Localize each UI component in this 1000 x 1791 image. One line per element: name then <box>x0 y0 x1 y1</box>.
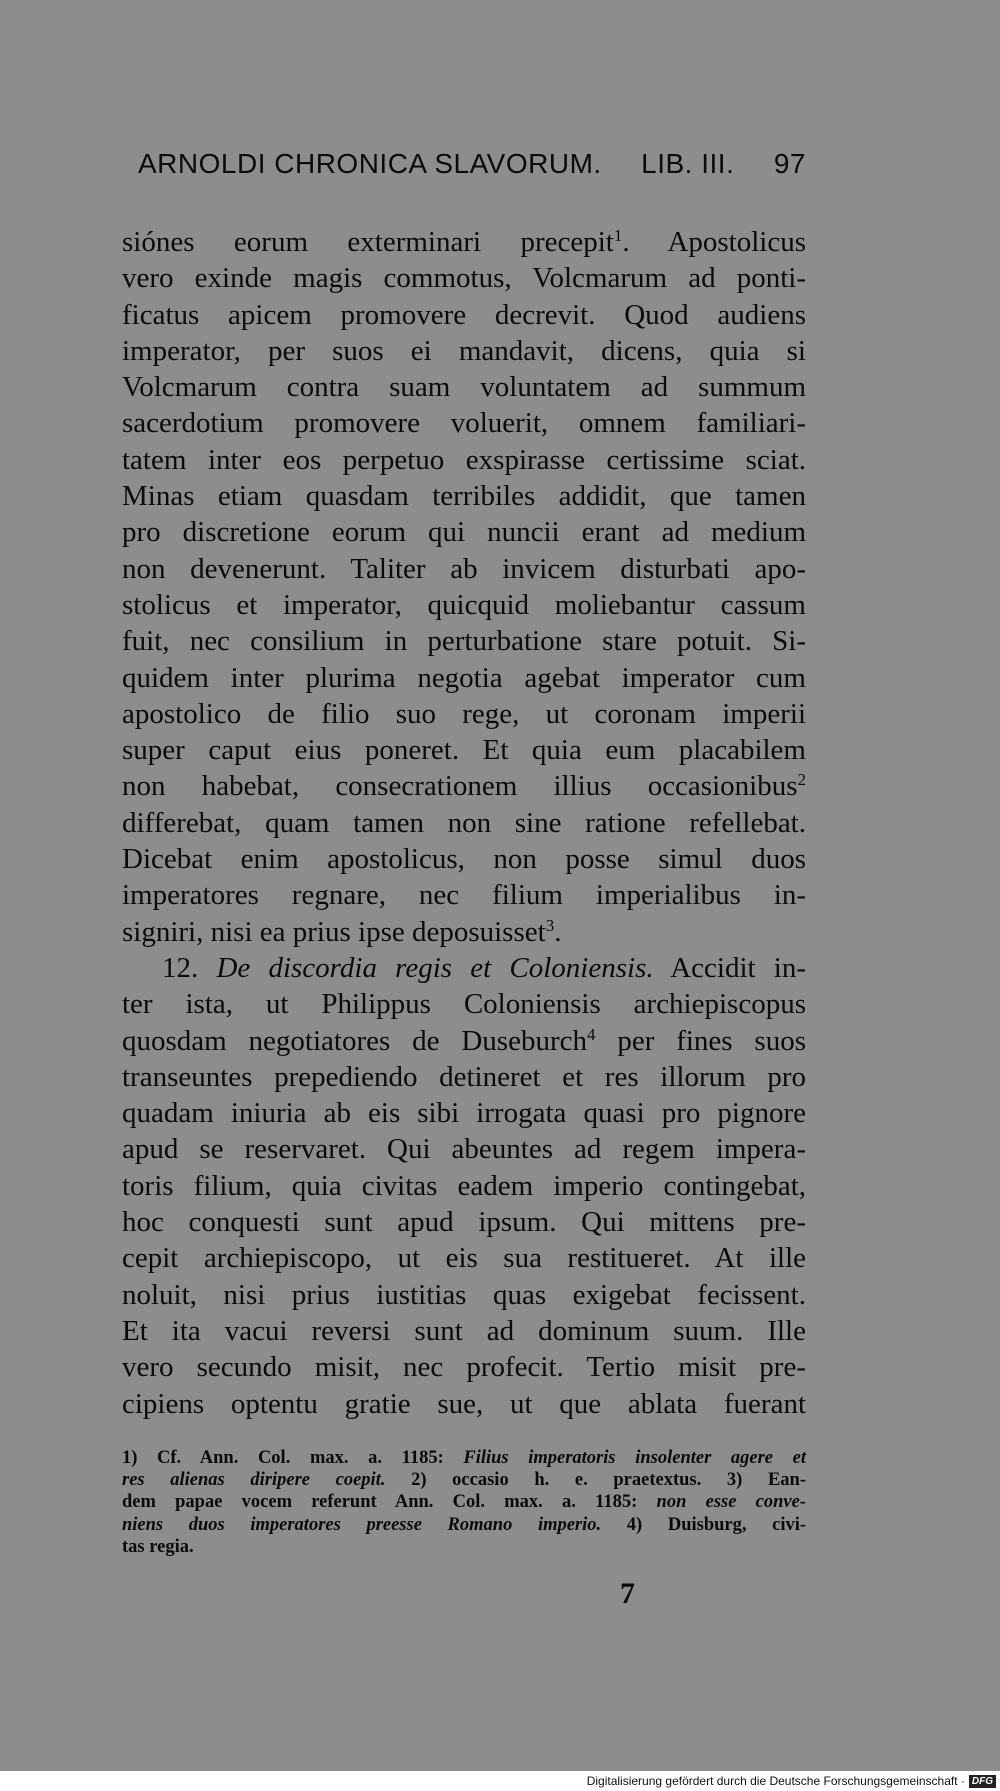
text-line: tatem inter eos perpetuo exspirasse certissime sciat. <box>122 443 806 476</box>
text-line: sacerdotium promovere voluerit, omnem familiari- <box>122 407 806 440</box>
text-line: cepit archiepiscopo, ut eis sua restitueret. At ille <box>122 1242 806 1275</box>
footnote-line: dem papae vocem referunt Ann. Col. max. a. 1185: non esse conve- <box>122 1492 807 1513</box>
footnote-line: res alienas diripere coepit. 2) occasio h. e. praetextus. 3) Ean- <box>122 1470 806 1491</box>
footnote-line: 1) Cf. Ann. Col. max. a. 1185: Filius imperatoris insolenter agere et <box>122 1448 806 1468</box>
footnote-mark: 3 <box>545 915 555 935</box>
footnote-line: tas regia. <box>122 1536 194 1557</box>
footnote-mark: 1 <box>613 226 623 245</box>
footnote-mark: 2 <box>797 770 806 790</box>
running-head-book: LIB. III. <box>641 148 735 179</box>
text-line: imperatores regnare, nec filium imperialibus in- <box>122 879 806 912</box>
footnote-mark: 4 <box>586 1024 596 1044</box>
text-line: apostolico de filio suo rege, ut coronam imperii <box>122 697 806 730</box>
printer-signature: 7 <box>620 1577 635 1610</box>
text-line: quosdam negotiatores de Duseburch$^4$ per fines suos <box>122 1024 806 1057</box>
text-line: siónes eorum exterminari precepit$^1$. Apostolicus <box>122 226 806 258</box>
chapter-heading-line: 12. De discordia regis et Coloniensis. Accidit in- <box>162 951 807 984</box>
text-line: imperator, per suos ei mandavit, dicens, quia si <box>122 334 806 367</box>
running-head-title: ARNOLDI CHRONICA SLAVORUM. <box>138 148 602 179</box>
text-line: non habebat, consecrationem illius occasionibus$^2$ <box>122 770 806 803</box>
footnote-line: niens duos imperatores preesse Romano imperio. 4) Duisburg, civi- <box>122 1514 807 1535</box>
text-line: Minas etiam quasdam terribiles addidit, que tamen <box>122 480 806 513</box>
digitization-footer <box>0 1771 1000 1791</box>
text-line: noluit, nisi prius iustitias quas exigebat fecissent. <box>122 1278 806 1311</box>
text-line: signiri, nisi ea prius ipse deposuisset$^3$. <box>122 915 562 948</box>
text-line: cipiens optentu gratie sue, ut que ablata fuerant <box>122 1387 806 1420</box>
text-line: ter ista, ut Philippus Coloniensis archiepiscopus <box>122 988 806 1021</box>
main-text-block <box>122 224 806 1422</box>
text-line: stolicus et imperator, quicquid moliebantur cassum <box>122 588 806 621</box>
text-line: non devenerunt. Taliter ab invicem disturbati apo- <box>122 552 806 585</box>
footnotes <box>122 1447 806 1558</box>
text-line: fuit, nec consilium in perturbatione stare potuit. Si- <box>122 625 806 658</box>
chapter-title: De discordia regis et Coloniensis. <box>216 951 654 984</box>
funding-note: Digitalisierung gefördert durch die Deutsche Forschungsgemeinschaft · <box>586 1774 965 1788</box>
text-line: apud se reservaret. Qui abeuntes ad regem impera- <box>122 1133 806 1166</box>
text-line: Et ita vacui reversi sunt ad dominum suum. Ille <box>122 1314 806 1347</box>
chapter-number: 12. <box>162 951 199 984</box>
text-line: toris filium, quia civitas eadem imperio contingebat, <box>122 1169 806 1202</box>
text-line: vero exinde magis commotus, Volcmarum ad ponti- <box>122 262 806 295</box>
text-line: super caput eius poneret. Et quia eum placabilem <box>122 734 806 767</box>
text-line: Volcmarum contra suam voluntatem ad summum <box>122 371 806 404</box>
text-line: quidem inter plurima negotia agebat imperator cum <box>122 661 806 694</box>
page-number: 97 <box>773 148 806 179</box>
text-line: hoc conquesti sunt apud ipsum. Qui mittens pre- <box>122 1206 806 1239</box>
text-line: vero secundo misit, nec profecit. Tertio misit pre- <box>122 1351 806 1384</box>
running-head <box>138 148 806 180</box>
text-line: quadam iniuria ab eis sibi irrogata quasi pro pignore <box>122 1097 806 1130</box>
dfg-logo: DFG <box>969 1775 996 1788</box>
text-line: transeuntes prepediendo detineret et res illorum pro <box>122 1060 806 1093</box>
text-line: differebat, quam tamen non sine ratione refellebat. <box>122 806 806 839</box>
text-line: pro discretione eorum qui nuncii erant ad medium <box>122 516 806 549</box>
text-line: ficatus apicem promovere decrevit. Quod audiens <box>122 298 806 331</box>
text-line: Dicebat enim apostolicus, non posse simul duos <box>122 843 806 876</box>
